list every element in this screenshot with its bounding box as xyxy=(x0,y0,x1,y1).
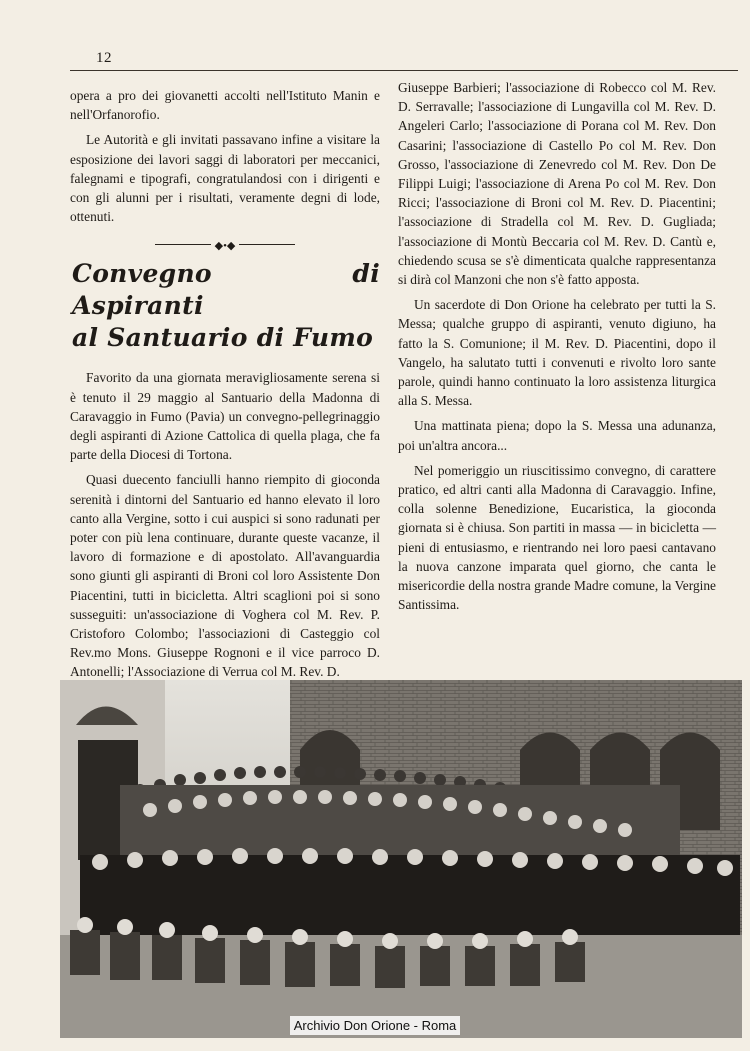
intro-paragraph-2: Le Autorità e gli invitati passavano infine a visitare la esposizione dei lavori saggi di laboratori per meccanici, falegnami e tipografi, congratulandosi con i dirigenti e con gli alunni per i risultati, veramente degni di lode, ottenuti. xyxy=(70,132,380,225)
body-paragraph-2: Quasi duecento fanciulli hanno riempito di gioconda serenità i dintorni del Santuario ed hanno elevato il loro canto alla Vergine, sotto i cui auspici si sono radunati per poter con più lena continuare, durante queste vacanze, il lavoro di formazione e di apostolato. All'avanguardia sono giunti gli aspiranti di Broni col loro Assistente Don Piacentini, tutti in bicicletta. Altri scaglioni poi si sono susseguiti: un'associazione di Voghera col M. Rev. P. Cristoforo Colombo; l'associazioni di Casteggio col Rev.mo Mons. Giuseppe Rognoni e il vice parroco D. Antonelli; l'Associazione di Verrua col M. Rev. D. xyxy=(70,472,380,680)
body-paragraph-3: Giuseppe Barbieri; l'associazione di Robecco col M. Rev. D. Serravalle; l'associazione di Lungavilla col M. Rev. D. Angeleri Carlo; l'associazione di Porana col M. Rev. Don Casarini; l'associazione di Castello Po col M. Rev. Don Grosso, l'associazione di Zenevredo col M. Rev. Don De Filippi Luigi; l'associazione di Arena Po col M. Rev. Don Ricci; l'associazione di Broni col M. Rev. D. Piacentini; l'associazione di Stradella col M. Rev. D. Gugliada; l'associazione di Montù Beccaria col M. Rev. D. Cantù e, chiedendo scusa se s'è dimenticata qualche rappresentanza si dirà col Manzoni che non s'è fatto apposta. xyxy=(398,80,716,288)
left-column xyxy=(70,86,380,688)
group-photo-illustration xyxy=(60,680,742,1038)
ornament-icon: ◆•◆ xyxy=(214,240,236,253)
group-photo xyxy=(60,680,742,1038)
article-title-line-1: Convegno di Aspiranti xyxy=(72,259,380,321)
page-number: 12 xyxy=(96,50,112,66)
body-paragraph-6: Nel pomeriggio un riuscitissimo convegno, di carattere pratico, ed altri canti alla Madonna di Caravaggio. Infine, colla solenne Benedizione, Eucaristica, la gioconda giornata si è chiusa. Son partiti in massa — in bicicletta — pieni di entusiasmo, e rientrando nei loro paesi cantavano la nuova canzone imparata quel giorno, che canta le misericordie della nostra grande Madre comune, la Vergine Santissima. xyxy=(398,462,716,613)
body-paragraph-1: Favorito da una giornata meravigliosamente serena si è tenuto il 29 maggio al Santuario della Madonna di Caravaggio in Fumo (Pavia) un convegno-pellegrinaggio degli aspiranti di Azione Cattolica di quella plaga, che fa parte della Diocesi di Tortona. xyxy=(70,370,380,463)
right-column xyxy=(398,78,716,620)
body-paragraph-5: Una mattinata piena; dopo la S. Messa una adunanza, poi un'altra ancora... xyxy=(398,418,716,453)
article-title-line-2: al Santuario di Fumo xyxy=(72,323,374,353)
body-paragraph-4: Un sacerdote di Don Orione ha celebrato per tutti la S. Messa; qualche gruppo di aspiranti, venuto digiuno, ha fatto la S. Comunione; il M. Rev. D. Piacentini, dopo il Vangelo, ha salutato tutti i convenuti e rivolto loro sante parole, quindi hanno continuato la loro assistenza liturgica alla S. Messa. xyxy=(398,297,716,409)
archive-watermark xyxy=(0,1018,750,1033)
section-divider xyxy=(155,240,295,253)
archive-watermark-text: Archivio Don Orione - Roma xyxy=(290,1016,461,1035)
article-title xyxy=(70,258,380,354)
header-rule xyxy=(70,70,738,71)
intro-paragraph-1: opera a pro dei giovanetti accolti nell'Istituto Manin e nell'Orfanorofio. xyxy=(70,88,380,123)
